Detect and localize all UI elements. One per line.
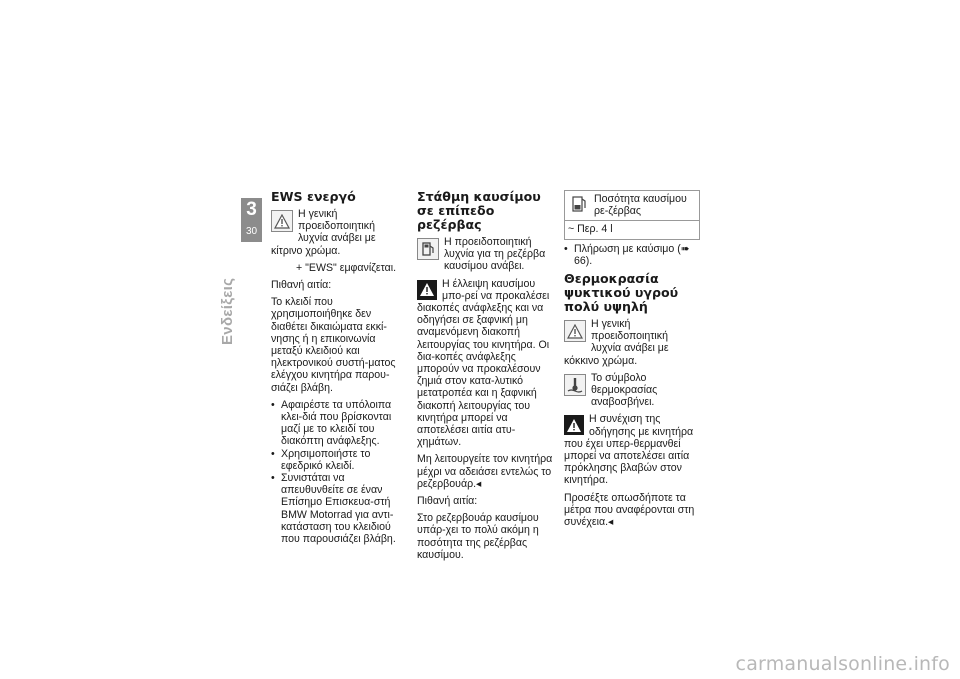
section-title-fuel: Στάθμη καυσίμου σε επίπεδο ρεζέρβας [417, 189, 541, 232]
warning-triangle-icon [271, 210, 293, 232]
warning-block [564, 318, 700, 367]
danger-triangle-icon [564, 415, 584, 435]
column-fuel-reserve [417, 190, 553, 566]
column-coolant [564, 190, 700, 533]
danger-triangle-icon [417, 280, 437, 300]
instruction-text: Μη λειτουργείτε τον κινητήρα μέχρι να αδειάσει εντελώς το ρεζερβουάρ.◂ [417, 453, 553, 490]
thermometer-icon [564, 374, 586, 396]
cause-label: Πιθανή αιτία: [271, 279, 332, 292]
symbol-block [564, 372, 700, 409]
display-note: + "EWS" εμφανίζεται. [296, 261, 397, 274]
section-title-ews: EWS ενεργό [271, 189, 356, 204]
danger-text: Η έλλειψη καυσίμου μπο-ρεί να προκαλέσει διακοπές ανάφλεξης και να οδηγήσει σε ξαφνική μη αναμενόμενη διακοπή λειτουργίας του κινητήρα. Οι δια-κοπές ανάφλεξης μπορούν να προκαλέσουν ζημιά στον κατα-λυτικό μετατροπέα και η ξαφνική διακοπή λειτουργίας του κινητήρα μπορεί να αποτελέσει αιτία ατυ-χημάτων. [417, 277, 550, 449]
symbol-text: Το σύμβολο θερμοκρασίας αναβοσβήνει. [591, 371, 658, 409]
cause-label: Πιθανή αιτία: [417, 495, 478, 508]
list-item: • Αφαιρέστε τα υπόλοιπα κλει-διά που βρίσκονται μαζί με το κλειδί του διακόπτη ανάφλεξης. [271, 399, 407, 448]
table-label: Ποσότητα καυσίμου ρε-ζέρβας [594, 193, 687, 218]
indicator-text: Η προειδοποιητική λυχνία για τη ρεζέρβα καυσίμου ανάβει. [444, 236, 546, 273]
table-row [565, 220, 699, 238]
chapter-number: 3 [246, 199, 257, 220]
reserve-table [564, 190, 700, 240]
fuel-quantity-icon [570, 193, 588, 215]
column-ews [271, 190, 407, 550]
warning-block [271, 208, 407, 257]
warning-text: Η γενική προειδοποιητική λυχνία ανάβει με κίτρινο χρώμα. [271, 208, 376, 257]
cause-text: Το κλειδί που χρησιμοποιήθηκε δεν διαθέτει δικαιώματα εκκί-νησης ή η επικοινωνία μεταξύ κλειδιού και ηλεκτρονικού συστή-ματος ελέγχου κινητήρα παρου-σιάζει βλάβη. [271, 296, 396, 394]
advice-text: Προσέξτε οπωσδήποτε τα μέτρα που αναφέρονται στη συνέχεια.◂ [564, 491, 695, 529]
page-number: 30 [245, 226, 258, 237]
list-item: • Συνιστάται να απευθυνθείτε σε έναν Επίσημο Επισκευα-στή BMW Motorrad για αντι-κατάσταση του κλειδιού που παρουσιάζει βλάβη. [271, 472, 407, 545]
refuel-list [564, 243, 700, 267]
action-list [271, 399, 407, 545]
section-title-coolant: Θερμοκρασία ψυκτικού υγρού πολύ υψηλή [564, 271, 679, 315]
danger-block [417, 278, 553, 449]
list-item: • Πλήρωση με καύσιμο (➠ 66). [564, 243, 700, 267]
danger-text: Η συνέχιση της οδήγησης με κινητήρα που έχει υπερ-θερμανθεί μπορεί να αποτελέσει αιτία πρόκλησης βλαβών στον κινητήρα. [564, 413, 694, 487]
list-item: • Χρησιμοποιήστε το εφεδρικό κλειδί. [271, 448, 407, 472]
table-row [565, 191, 699, 220]
cause-text: Στο ρεζερβουάρ καυσίμου υπάρ-χει το πολύ ακόμη η ποσότητα της ρεζέρβας καυσίμου. [417, 512, 539, 561]
fuel-pump-icon [417, 238, 439, 260]
danger-block [564, 413, 700, 486]
indicator-block [417, 236, 553, 273]
warning-text: Η γενική προειδοποιητική λυχνία ανάβει με κόκκινο χρώμα. [564, 318, 669, 367]
warning-triangle-icon [564, 320, 586, 342]
watermark: carmanualsonline.info [735, 653, 950, 675]
table-value: ~ Περ. 4 l [568, 223, 613, 236]
chapter-label: Ενδείξεις [219, 277, 236, 345]
